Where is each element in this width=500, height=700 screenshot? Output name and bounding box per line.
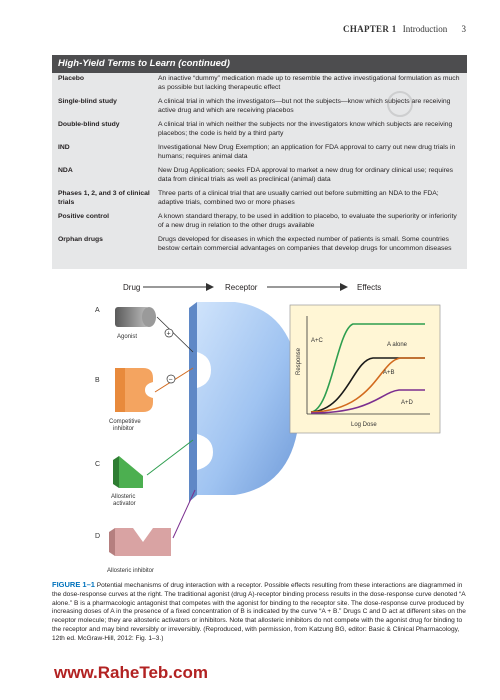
competitive-inhibitor-label-2: inhibitor (113, 426, 135, 432)
label-b: B (95, 377, 100, 384)
chapter-label: CHAPTER 1 (343, 24, 397, 34)
watermark-logo-icon (340, 90, 460, 130)
receptor-icon (189, 302, 300, 502)
competitive-inhibitor-label-1: Competitive (109, 419, 141, 425)
high-yield-terms-box (52, 55, 467, 269)
term: NDA (58, 167, 73, 174)
drug-receptor-figure (85, 280, 445, 580)
allosteric-inhibitor-arrow (173, 490, 195, 538)
plus-sign: + (166, 330, 171, 338)
term: Single-blind study (58, 98, 117, 105)
definition: Drugs developed for diseases in which the expected number of patients is small. Some countries bestow certain commercial advantages on companies that develop drugs for uncommon diseases (158, 236, 452, 252)
allosteric-activator-label-1: Allosteric (111, 494, 136, 500)
agonist-icon (115, 307, 156, 327)
label-d: D (95, 533, 101, 540)
activator-arrow (147, 440, 193, 475)
allosteric-activator-label-2: activator (113, 501, 136, 507)
term: IND (58, 144, 70, 151)
publisher-watermark (340, 90, 460, 130)
label-a: A (95, 307, 100, 314)
term: Orphan drugs (58, 236, 103, 243)
definition: Three parts of a clinical trial that are usually carried out before submitting an NDA to the FDA; adaptive trials, combined two or more phases (158, 190, 439, 206)
page-number: 3 (461, 24, 466, 34)
term: Placebo (58, 75, 85, 82)
curve-label-a-plus-b: A+B (383, 370, 395, 376)
allosteric-inhibitor-icon (109, 528, 171, 556)
running-head (343, 24, 466, 34)
high-yield-title: High-Yield Terms to Learn (continued) (52, 55, 467, 73)
curve-label-a-plus-d: A+D (401, 400, 413, 406)
curve-label-a-alone: A alone (387, 342, 408, 348)
term-row (58, 144, 461, 162)
drug-header: Drug (123, 283, 141, 292)
minus-sign: − (168, 376, 173, 384)
site-watermark: www.RaheTeb.com (54, 663, 208, 682)
competitive-inhibitor-icon (115, 368, 153, 412)
definition: New Drug Application; seeks FDA approval to market a new drug for ordinary clinical use; requires data from clinical trials as well as preclinical (animal) data (158, 167, 454, 183)
allosteric-inhibitor-label: Allosteric inhibitor (107, 568, 155, 574)
term: Positive control (58, 213, 109, 220)
term-row (58, 213, 461, 231)
allosteric-activator-icon (113, 456, 143, 488)
figure-caption (52, 581, 472, 644)
term-row (58, 190, 461, 208)
effects-header: Effects (357, 283, 382, 292)
definition: A clinical trial in which neither the subjects nor the investigators know which subjects are receiving placebos; the code is held by a third party (158, 121, 453, 137)
term-row (58, 167, 461, 185)
label-c: C (95, 461, 101, 468)
section-label: Introduction (402, 24, 448, 34)
x-axis-label: Log Dose (351, 422, 377, 428)
y-axis-label: Response (296, 347, 302, 375)
term: Phases 1, 2, and 3 of clinical trials (58, 190, 150, 206)
term-row (58, 236, 461, 254)
definition: A known standard therapy, to be used in addition to placebo, to evaluate the superiority or inferiority of a new drug in relation to the other drugs available (158, 213, 457, 229)
definition: Investigational New Drug Exemption; an application for FDA approval to carry out new drug trials in humans; requires animal data (158, 144, 456, 160)
caption-text: Potential mechanisms of drug interaction with a receptor. Possible effects resulting from these interactions are diagrammed in the dose-response curves at the right. The traditional agonist (drug A)-receptor binding process results in the dose-response curve denoted “A alone.” B is a pharmacologic antagonist that competes with the agonist for binding to the receptor site. The dose-response curve produced by increasing doses of A in the presence of a fixed concentration of B is indicated by the curve “A + B.” Drugs C and D act at different sites on the receptor molecule; they are allosteric activators or inhibitors. Note that allosteric inhibitors do not compete with the agonist drug for binding to the receptor and may bind reversibly or irreversibly. (Reproduced, with permission, from Katzung BG, editor: Basic & Clinical Pharmacology, 12th ed. McGraw-Hill, 2012: Fig. 1–3.) (52, 582, 466, 642)
term: Double-blind study (58, 121, 120, 128)
figure-number: FIGURE 1–1 (52, 580, 95, 589)
receptor-header: Receptor (225, 283, 258, 292)
agonist-label: Agonist (117, 334, 138, 340)
definition: An inactive “dummy” medication made up to resemble the active investigational formulation as much as possible but lacking therapeutic effect (158, 75, 460, 91)
definition: A clinical trial in which the investigators—but not the subjects—know which subjects are receiving active drug and which are receiving placebos (158, 98, 451, 114)
agonist-arrow (157, 317, 193, 352)
curve-label-a-plus-c: A+C (311, 338, 323, 344)
